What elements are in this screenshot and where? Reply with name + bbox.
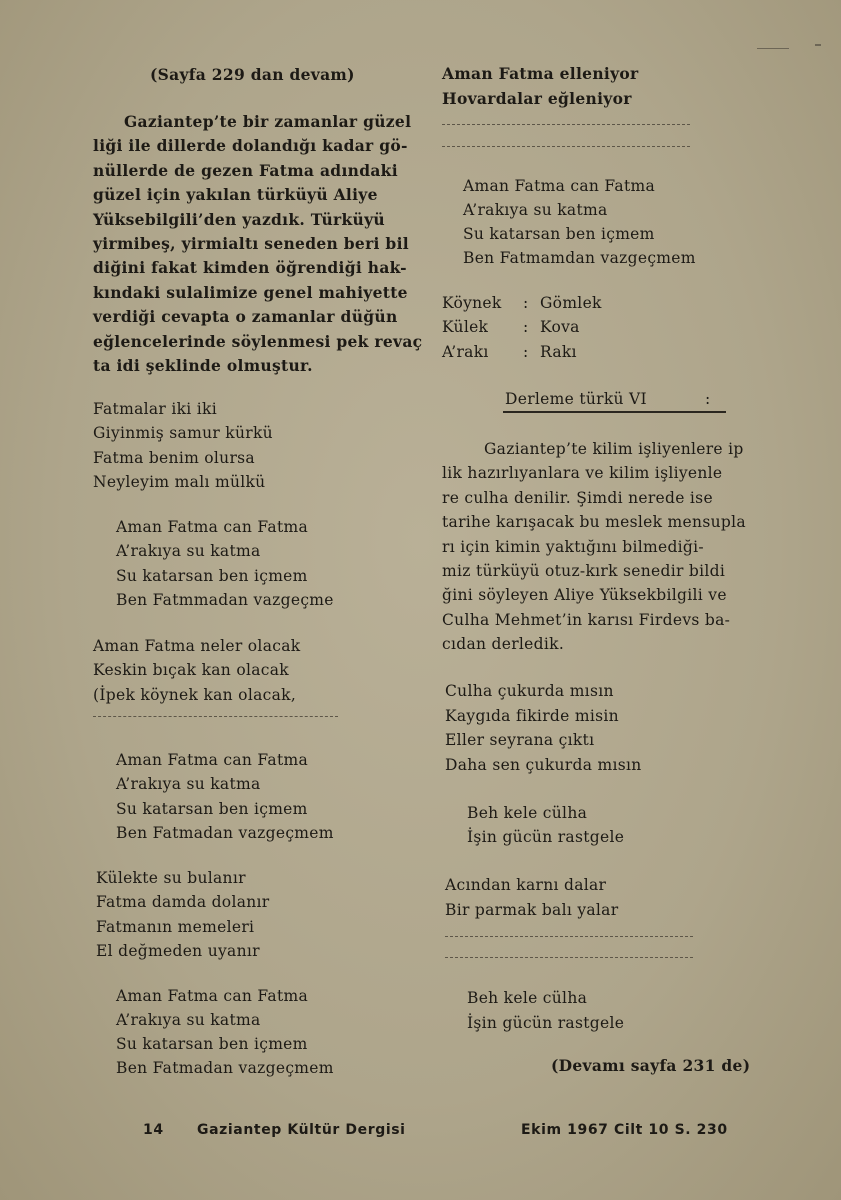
continued-from-header: (Sayfa 229 dan devam) [150,65,355,84]
glossary-meaning: Kova [540,318,580,336]
verse-line: Su katarsan ben içmem [463,225,655,243]
verse-line: İşin gücün rastgele [467,1014,625,1032]
divider-rule [442,124,690,125]
verse-line: Acından karnı dalar [445,876,607,894]
verse-line: Külekte su bulanır [96,869,246,887]
paragraph-line: nüllerde de gezen Fatma adındaki [93,161,398,180]
glossary-separator: : [523,318,529,336]
section-heading-colon: : [705,390,711,408]
paragraph-line: eğlencelerinde söylenmesi pek revaç [93,332,423,351]
verse-line: İşin gücün rastgele [467,828,625,846]
verse-line: A’rakıya su katma [116,775,261,793]
verse-line: Keskin bıçak kan olacak [93,661,289,679]
paragraph-line: cıdan derledik. [442,635,565,653]
glossary-separator: : [523,294,529,312]
verse-line: El değmeden uyanır [96,942,260,960]
continued-on-note: (Devamı sayfa 231 de) [551,1056,751,1075]
glossary-meaning: Gömlek [540,294,602,312]
verse-line: Neyleyim malı mülkü [93,473,266,491]
paragraph-line: miz türküyü otuz-kırk senedir bildi [442,562,726,580]
verse-line: A’rakıya su katma [463,201,608,219]
paragraph-line: rı için kimin yaktığını bilmediği- [442,538,704,556]
verse-line: Aman Fatma can Fatma [463,177,656,195]
verse-line: Aman Fatma can Fatma [116,518,309,536]
paragraph-line: ta idi şeklinde olmuştur. [93,356,313,375]
paragraph-line: Gaziantep’te kilim işliyenlere ip [484,440,744,458]
verse-line: Eller seyrana çıktı [445,731,595,749]
paragraph-line: lik hazırlıyanlara ve kilim işliyenle [442,464,723,482]
verse-line: Hovardalar eğleniyor [442,89,632,108]
verse-line: Su katarsan ben içmem [116,567,308,585]
glossary-term: A’rakı [442,343,489,361]
verse-line: Aman Fatma neler olacak [93,637,301,655]
verse-line: Beh kele cülha [467,804,588,822]
verse-line: (İpek köynek kan olacak, [93,686,297,704]
paragraph-line: liği ile dillerde dolandığı kadar gö- [93,136,408,155]
verse-line: Fatma benim olursa [93,449,255,467]
verse-line: Su katarsan ben içmem [116,800,308,818]
verse-line: Bir parmak balı yalar [445,901,619,919]
verse-line: Beh kele cülha [467,989,588,1007]
journal-title: Gaziantep Kültür Dergisi [197,1122,406,1138]
verse-line: Aman Fatma can Fatma [116,987,309,1005]
divider-rule [442,146,690,147]
paragraph-line: kındaki sulalimize genel mahiyette [93,283,408,302]
divider-rule [445,936,693,937]
verse-line: Giyinmiş samur kürkü [93,424,273,442]
paragraph-line: güzel için yakılan türküyü Aliye [93,185,378,204]
divider-rule [445,957,693,958]
print-mark [815,44,821,46]
verse-line: Ben Fatmmadan vazgeçme [116,591,334,609]
paragraph-line: re culha denilir. Şimdi nerede ise [442,489,713,507]
verse-line: Ben Fatmadan vazgeçmem [116,1059,334,1077]
print-mark [757,48,789,49]
verse-line: Ben Fatmamdan vazgeçmem [463,249,696,267]
verse-line: Culha çukurda mısın [445,682,614,700]
verse-line: A’rakıya su katma [116,1011,261,1029]
paragraph-line: Culha Mehmet’in karısı Firdevs ba- [442,611,731,629]
divider-rule [93,716,338,717]
paragraph-line: tarihe karışacak bu meslek mensupla [442,513,746,531]
verse-line: Fatma damda dolanır [96,893,270,911]
paragraph-line: verdiği cevapta o zamanlar düğün [93,307,398,326]
paragraph-line: ğini söyleyen Aliye Yüksekbilgili ve [442,586,727,604]
glossary-term: Külek [442,318,489,336]
verse-line: Fatmanın memeleri [96,918,255,936]
section-heading: Derleme türkü VI [505,390,647,408]
paragraph-line: Yüksebilgili’den yazdık. Türküyü [93,210,385,229]
verse-line: Daha sen çukurda mısın [445,756,642,774]
page-number: 14 [143,1122,164,1138]
glossary-separator: : [523,343,529,361]
heading-underline [503,411,726,413]
paragraph-line: diğini fakat kimden öğrendiği hak- [93,258,407,277]
verse-line: Fatmalar iki iki [93,400,217,418]
verse-line: Kaygıda fikirde misin [445,707,619,725]
glossary-meaning: Rakı [540,343,577,361]
issue-info: Ekim 1967 Cilt 10 S. 230 [521,1122,728,1138]
verse-line: Su katarsan ben içmem [116,1035,308,1053]
paragraph-line: yirmibeş, yirmialtı seneden beri bil [93,234,409,253]
verse-line: A’rakıya su katma [116,542,261,560]
verse-line: Aman Fatma elleniyor [442,64,639,83]
glossary-term: Köynek [442,294,502,312]
paragraph-line: Gaziantep’te bir zamanlar güzel [124,112,412,131]
verse-line: Ben Fatmadan vazgeçmem [116,824,334,842]
verse-line: Aman Fatma can Fatma [116,751,309,769]
